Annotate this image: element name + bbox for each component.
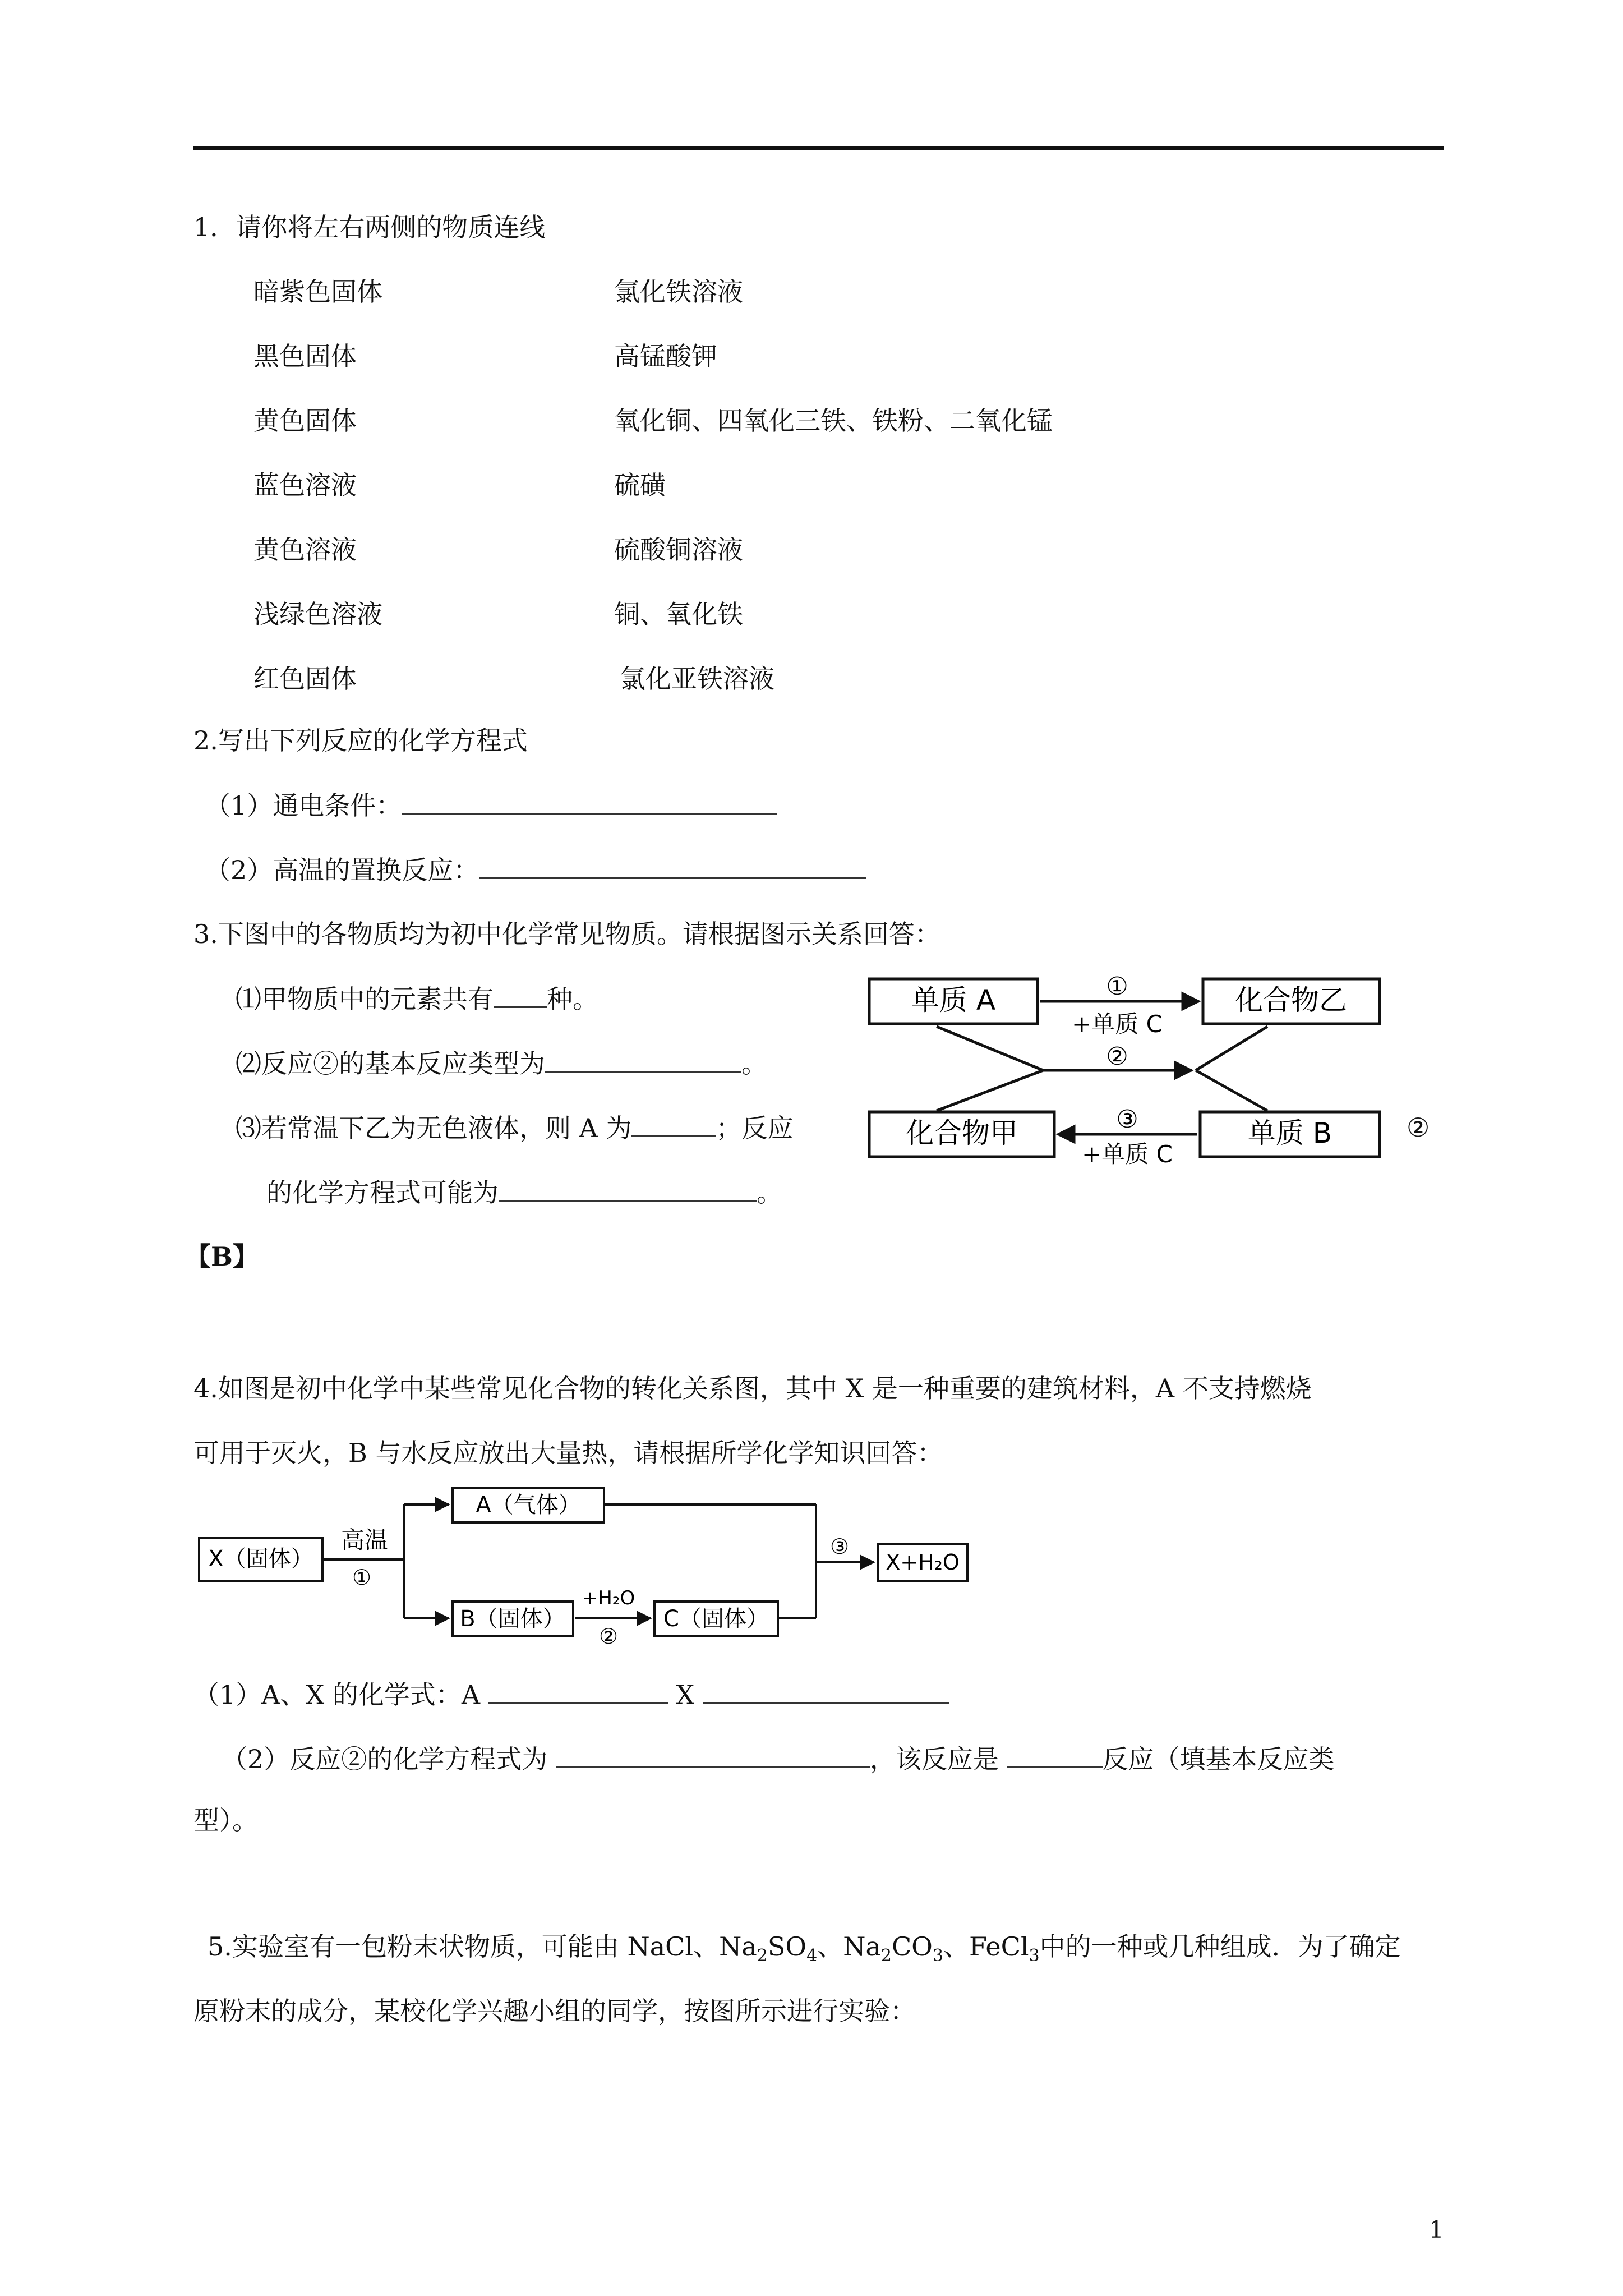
q3-sub2-text: ⑵反应②的基本反应类型为	[236, 1048, 545, 1079]
q4-sub1-blank-a[interactable]	[488, 1677, 668, 1704]
q3-sub3-blank[interactable]	[631, 1111, 716, 1137]
q3-box-jia-label: 化合物甲	[906, 1117, 1018, 1149]
q3-arrow-2-number: ②	[1106, 1042, 1128, 1071]
q4-line2: 可用于灭火，B 与水反应放出大量热，请根据所学化学知识回答：	[193, 1438, 943, 1468]
q1-left-item: 浅绿色溶液	[253, 599, 382, 629]
q4-sub2-blank-type[interactable]	[1007, 1742, 1103, 1768]
q5-text-1: 5.实验室有一包粉末状物质，可能由 NaCl、Na	[208, 1931, 757, 1962]
q1-right-item: 氯化铁溶液	[614, 277, 743, 307]
q5-sub-3: 2	[880, 1946, 892, 1966]
q4-water-condition: +H₂O	[582, 1587, 635, 1609]
q3-sub2-blank[interactable]	[545, 1046, 741, 1073]
q3-sub4-text: 的化学方程式可能为	[266, 1177, 499, 1208]
q1-left-item: 蓝色溶液	[253, 470, 357, 500]
q2-item1-blank[interactable]	[402, 788, 777, 815]
q5-text-5: 、FeCl	[943, 1931, 1029, 1962]
q2-item1-label: （1）通电条件：	[205, 790, 402, 821]
q3-title: 3.下图中的各物质均为初中化学常见物质。请根据图示关系回答：	[193, 919, 940, 949]
q3-sub1-blank[interactable]	[494, 982, 547, 1008]
q2-item2-blank[interactable]	[479, 853, 866, 879]
header-rule	[193, 146, 1444, 150]
q3-box-yi-label: 化合物乙	[1235, 984, 1347, 1016]
q3-arrow-1-condition: +单质 C	[1072, 1010, 1163, 1038]
q3-arrow-3-condition: +单质 C	[1082, 1140, 1173, 1168]
q5-sub-5: 3	[1029, 1946, 1040, 1966]
q4-sub1	[193, 1677, 949, 1711]
q4-step-1: ①	[352, 1565, 372, 1590]
q3-sub1-tail: 种。	[547, 984, 598, 1014]
q5-sub-2: 4	[806, 1946, 818, 1966]
q3-sub2-tail: 。	[741, 1048, 767, 1079]
q3-sub4-blank[interactable]	[499, 1175, 757, 1202]
q1-right-item: 氯化亚铁溶液	[620, 664, 774, 694]
q1-right-item: 高锰酸钾	[614, 341, 717, 371]
q1-left-item: 黄色固体	[253, 406, 357, 436]
q4-sub2-mid: ，该反应是	[869, 1744, 999, 1774]
q2-item2	[205, 853, 866, 887]
q5-line1	[208, 1930, 1401, 1966]
q1-left-item: 黄色溶液	[253, 535, 357, 565]
q1-right-item: 氧化铜、四氧化三铁、铁粉、二氧化锰	[614, 406, 1053, 436]
q3-cross-line-4	[1196, 1070, 1267, 1111]
q1-left-item: 暗紫色固体	[253, 277, 382, 307]
q3-sub4-tail: 。	[757, 1177, 782, 1208]
q3-sub1-text: ⑴甲物质中的元素共有	[236, 984, 494, 1014]
q3-box-a-label: 单质 A	[911, 984, 996, 1016]
q1-left-item: 红色固体	[253, 664, 357, 694]
q4-box-x-label: X（固体）	[208, 1546, 313, 1572]
q3-cross-line-2	[937, 1070, 1043, 1111]
q5-sub-4: 3	[932, 1946, 943, 1966]
q3-box-b-label: 单质 B	[1247, 1117, 1332, 1149]
q5-text-6: 中的一种或几种组成．为了确定	[1039, 1931, 1401, 1962]
q3-sub3-tail: ；反应	[716, 1113, 794, 1143]
q1-right-item: 硫酸铜溶液	[614, 535, 743, 565]
q4-sub2-blank-eq[interactable]	[556, 1742, 870, 1768]
q5-line2: 原粉末的成分，某校化学兴趣小组的同学，按图所示进行实验：	[193, 1996, 916, 2026]
q4-diagram	[193, 1475, 990, 1660]
q2-title: 2.写出下列反应的化学方程式	[193, 725, 528, 756]
q3-arrow-3-number: ③	[1116, 1105, 1138, 1134]
q1-right-item: 硫磺	[614, 470, 666, 500]
q3-cross-line-3	[1196, 1027, 1267, 1070]
q4-line1: 4.如图是初中化学中某些常见化合物的转化关系图，其中 X 是一种重要的建筑材料，A 不支持燃烧	[193, 1373, 1312, 1404]
q4-sub2-cont: 型）。	[193, 1805, 258, 1835]
q4-step-3: ③	[829, 1534, 850, 1559]
q3-sub2	[236, 1046, 767, 1080]
q1-title: 1．请你将左右两侧的物质连线	[193, 212, 546, 242]
q3-reaction-ref: ②	[1407, 1112, 1430, 1143]
q4-sub1-text-x: X	[676, 1680, 695, 1710]
q4-step-2: ②	[598, 1624, 619, 1649]
q3-diagram	[852, 954, 1391, 1178]
q1-right-item: 铜、氧化铁	[614, 599, 743, 629]
q4-box-a-label: A（气体）	[476, 1492, 581, 1518]
q4-condition: 高温	[340, 1526, 389, 1554]
q5-text-2: SO	[767, 1931, 807, 1962]
q1-left-item: 黑色固体	[253, 341, 357, 371]
section-b-heading: 【B】	[185, 1241, 259, 1272]
q4-box-product-label: X+H₂O	[886, 1550, 960, 1575]
q3-sub1	[236, 982, 598, 1016]
q4-sub2-text: （2）反应②的化学方程式为	[222, 1744, 548, 1774]
q3-sub3	[236, 1111, 793, 1145]
q4-sub1-text-a: （1）A、X 的化学式：A	[193, 1680, 481, 1710]
q5-text-4: CO	[891, 1931, 933, 1962]
page-number: 1	[1429, 2216, 1444, 2243]
q2-item2-label: （2）高温的置换反应：	[205, 855, 479, 885]
q3-cross-line-1	[937, 1027, 1043, 1070]
q3-sub4	[266, 1175, 782, 1209]
q4-box-b-label: B（固体）	[460, 1606, 565, 1632]
q5-text-3: 、Na	[817, 1931, 881, 1962]
q3-sub3-text: ⑶若常温下乙为无色液体，则 A 为	[236, 1113, 632, 1143]
q4-sub2	[222, 1742, 1335, 1776]
q4-sub1-blank-x[interactable]	[703, 1677, 949, 1704]
q2-item1	[205, 788, 777, 822]
q3-arrow-1-number: ①	[1106, 972, 1128, 1001]
q4-sub2-tail: 反应（填基本反应类	[1102, 1744, 1335, 1774]
q4-box-c-label: C（固体）	[663, 1606, 769, 1632]
q5-sub-1: 2	[757, 1946, 768, 1966]
